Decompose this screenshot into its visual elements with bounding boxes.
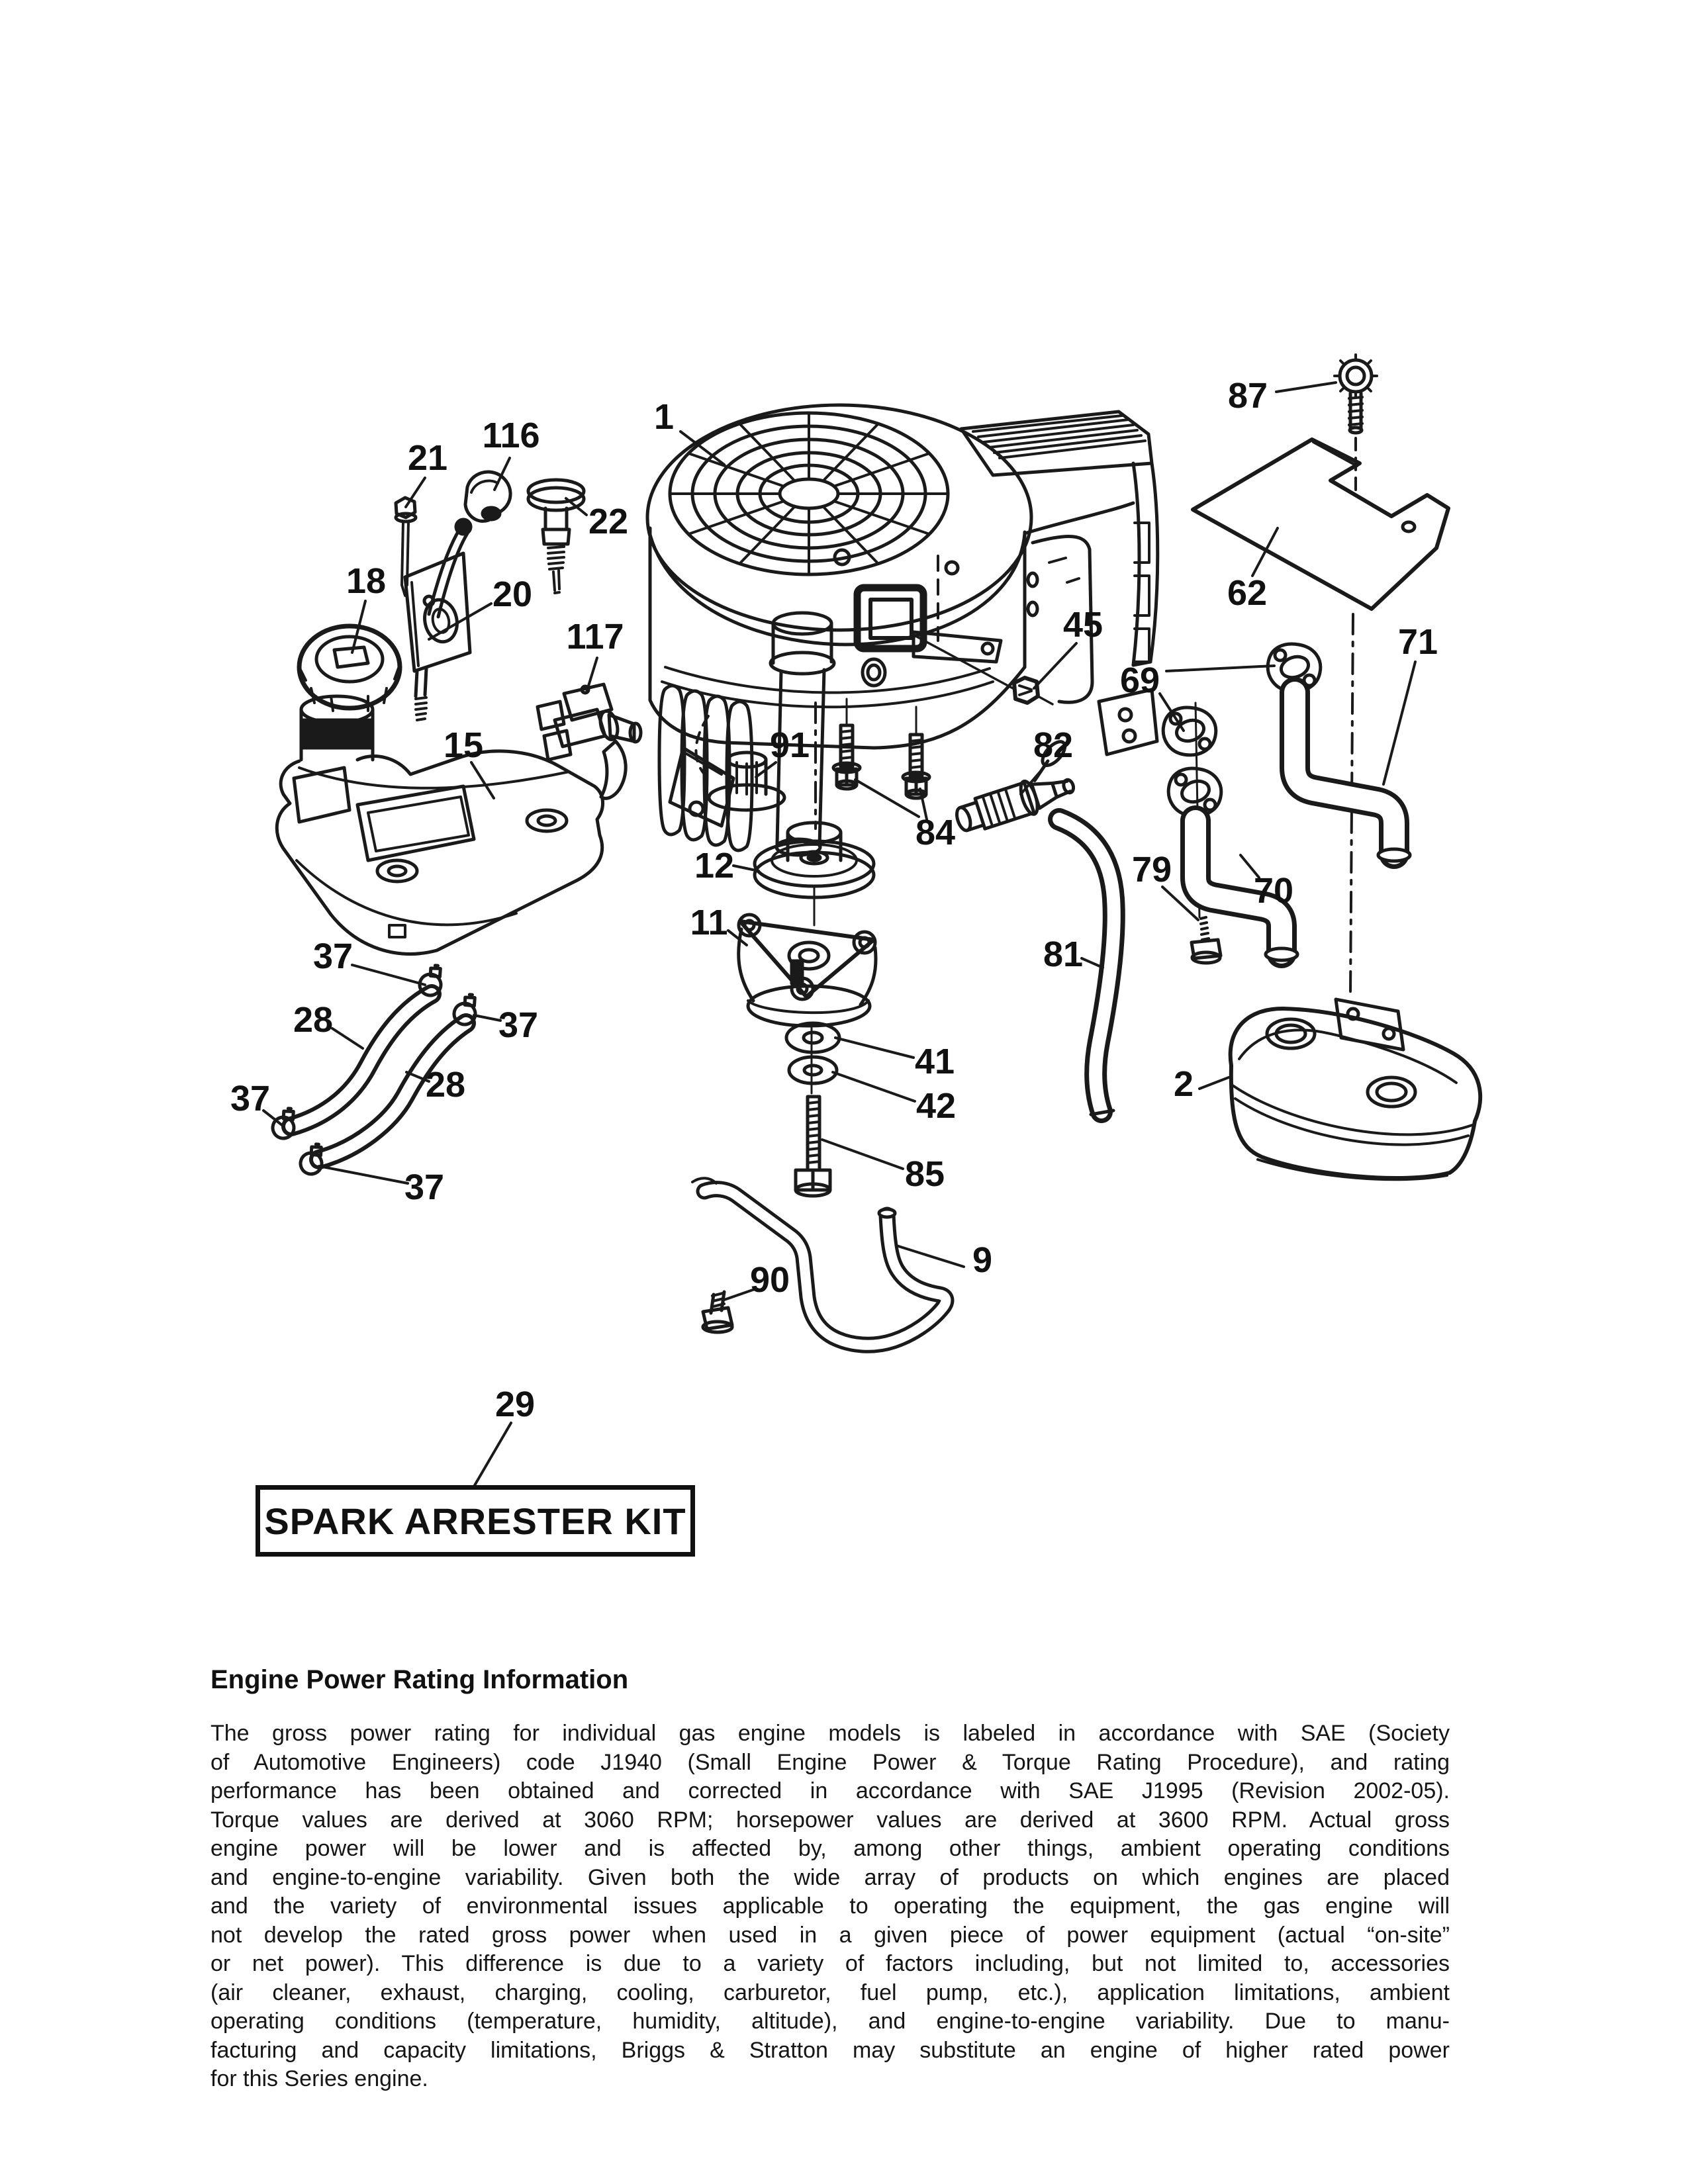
engine-power-rating-paragraph [211, 1719, 1450, 2094]
callout-15: 15 [443, 725, 484, 765]
callout-82: 82 [1033, 725, 1074, 765]
section-heading: Engine Power Rating Information [211, 1665, 629, 1694]
body-line: not develop the rated gross power when used in a given piece of power equipment (actual “on-site” [211, 1922, 1450, 1948]
callout-79: 79 [1131, 850, 1172, 889]
callout-21: 21 [407, 438, 448, 478]
body-line: of Automotive Engineers) code J1940 (Small Engine Power & Torque Rating Procedure), and rating [211, 1749, 1450, 1775]
callout-12: 12 [694, 846, 735, 886]
spark-arrester-kit-box [256, 1485, 695, 1557]
callout-20: 20 [492, 574, 533, 614]
body-line: performance has been obtained and corrected in accordance with SAE J1995 (Revision 2002-05). [211, 1778, 1450, 1803]
callout-91: 91 [769, 725, 810, 765]
clutch-illustration [739, 888, 876, 1093]
muffler-illustration [1231, 999, 1480, 1179]
callout-2: 2 [1173, 1064, 1194, 1104]
callout-85: 85 [904, 1154, 945, 1194]
callout-42: 42 [915, 1086, 957, 1126]
body-line: facturing and capacity limitations, Briggs & Stratton may substitute an engine of higher rated power [211, 2037, 1450, 2063]
callout-117: 117 [566, 617, 624, 657]
oil-drain-tube-illustration [692, 1178, 946, 1345]
body-line: or net power). This difference is due to a variety of factors including, but not limited to, accessories [211, 1951, 1450, 1976]
callout-116: 116 [482, 416, 540, 455]
body-line: (air cleaner, exhaust, charging, cooling, carburetor, fuel pump, etc.), application limitations, ambient [211, 1979, 1450, 2005]
callout-29: 29 [494, 1385, 536, 1424]
pulley-illustration [755, 823, 874, 897]
callout-87: 87 [1227, 376, 1268, 416]
body-line: and the variety of environmental issues applicable to operating the equipment, the gas engine will [211, 1893, 1450, 1919]
callout-22: 22 [588, 502, 629, 541]
body-line: and engine-to-engine variability. Given both the wide array of products on which engines are placed [211, 1864, 1450, 1890]
washers-and-bolt-illustration [786, 1023, 839, 1196]
callout-9: 9 [972, 1240, 993, 1280]
spark-arrester-kit-label: SPARK ARRESTER KIT [264, 1500, 686, 1542]
callout-28: 28 [293, 1000, 334, 1040]
body-line: operating conditions (temperature, humidity, altitude), and engine-to-engine variability. Due to manu- [211, 2009, 1450, 2034]
drain-valve-illustration [538, 684, 641, 798]
callout-18: 18 [346, 561, 387, 601]
callout-62: 62 [1227, 573, 1268, 613]
callout-37: 37 [498, 1005, 539, 1045]
body-line: The gross power rating for individual gas engine models is labeled in accordance with SAE (Society [211, 1721, 1450, 1746]
body-line: for this Series engine. [211, 2066, 428, 2091]
callout-81: 81 [1043, 934, 1084, 974]
callout-37: 37 [312, 936, 353, 976]
callout-84: 84 [915, 813, 956, 852]
callout-70: 70 [1253, 871, 1294, 911]
callout-1: 1 [653, 397, 675, 437]
callout-37: 37 [230, 1079, 271, 1118]
callout-69: 69 [1119, 660, 1160, 700]
callout-11: 11 [690, 903, 728, 942]
exhaust-parts-illustration [1163, 644, 1410, 963]
callout-90: 90 [749, 1260, 790, 1300]
dipstick-illustration [528, 480, 584, 593]
callout-45: 45 [1062, 605, 1103, 645]
callout-28: 28 [425, 1065, 466, 1105]
body-line: engine power will be lower and is affected by, among other things, ambient operating conditions [211, 1836, 1450, 1861]
callout-37: 37 [404, 1167, 445, 1207]
callout-71: 71 [1397, 622, 1438, 662]
body-line: Torque values are derived at 3060 RPM; horsepower values are derived at 3600 RPM. Actual gross [211, 1807, 1450, 1833]
callout-41: 41 [914, 1042, 955, 1081]
